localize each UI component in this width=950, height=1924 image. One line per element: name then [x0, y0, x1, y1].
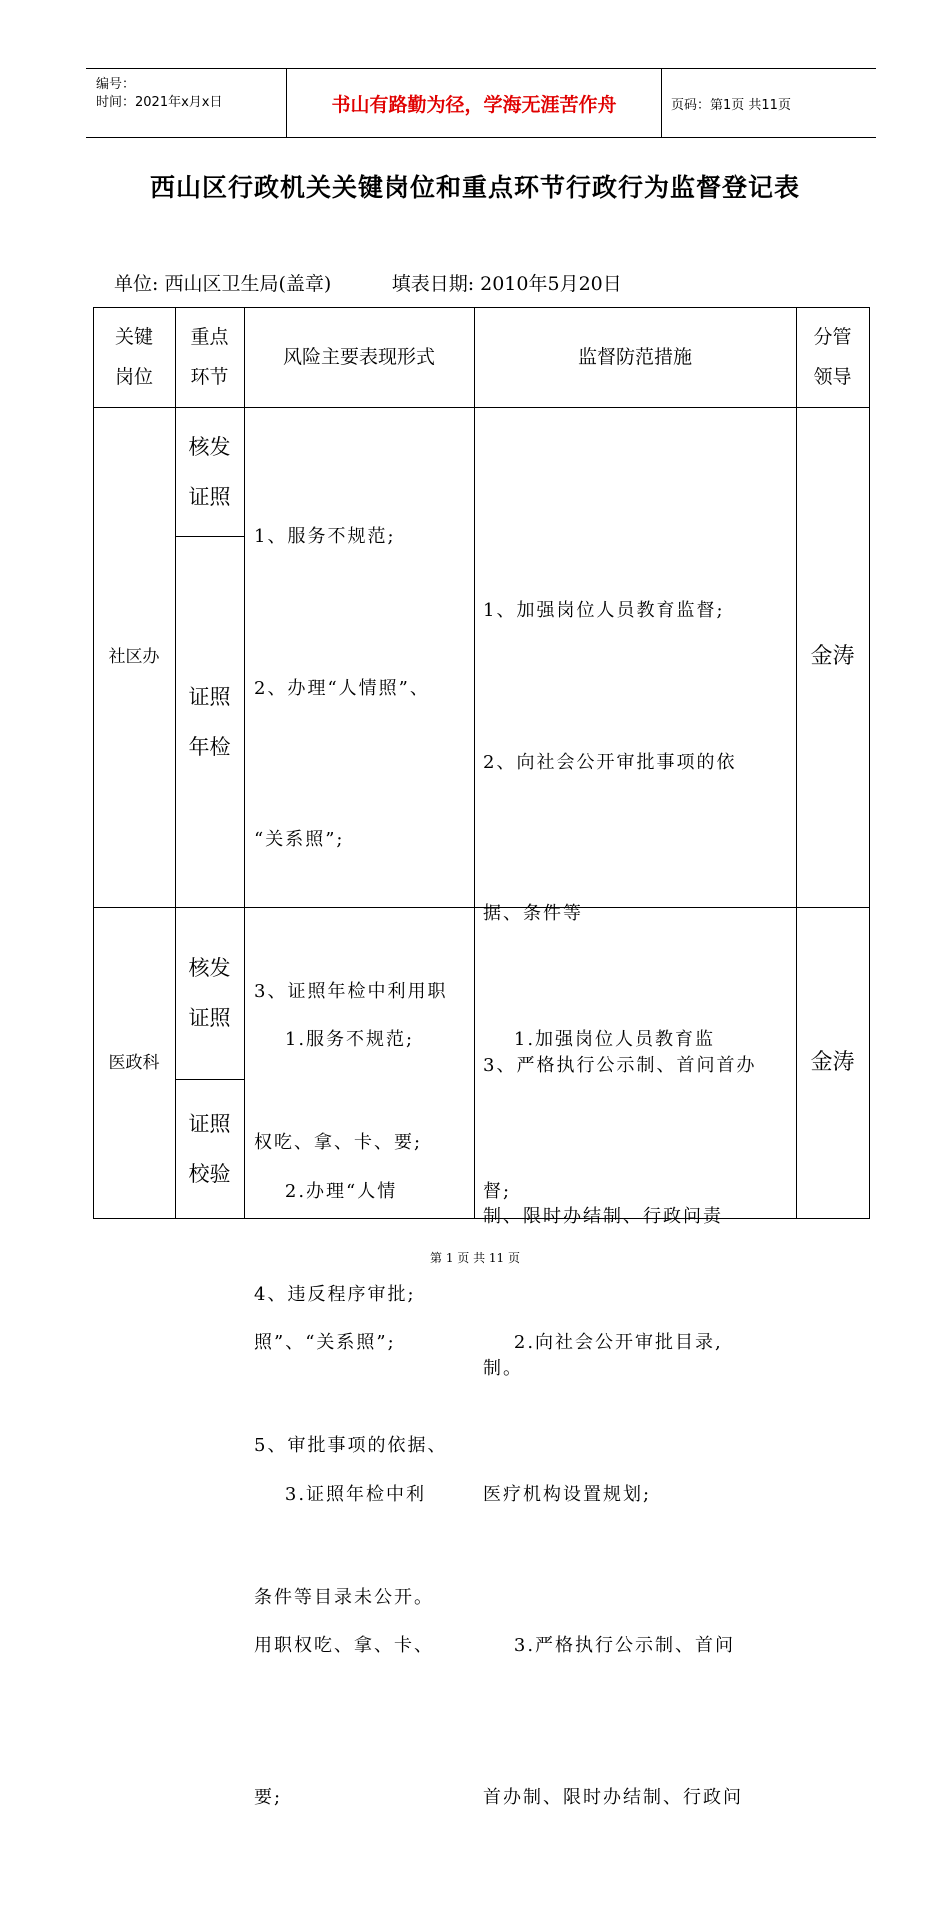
row1-link-1-line2: 证照	[188, 484, 231, 509]
row1-link-1-line1: 核发	[188, 434, 231, 459]
slogan: 书山有路勤为径，学海无涯苦作舟	[286, 69, 662, 137]
row2-link-1-line1: 核发	[188, 956, 231, 980]
list-item: 1、服务不规范;	[254, 526, 396, 547]
time-label: 时间：2021年x月x日	[96, 95, 223, 110]
header-measures: 监督防范措施	[577, 346, 692, 368]
col-divider-2	[244, 307, 245, 1219]
row1-leader: 金涛	[810, 644, 855, 669]
list-item: 3.证照年检中利	[254, 1483, 427, 1505]
header-link-line2: 环节	[190, 366, 229, 388]
table-border-right	[869, 307, 870, 1219]
list-item: 制。	[483, 1357, 523, 1379]
row2-risks	[254, 914, 434, 1924]
row2-link-2-line2: 校验	[188, 1161, 231, 1186]
page-footer: 第 1 页 共 11 页	[430, 1251, 520, 1265]
list-item: 3、严格执行公示制、首问首办	[483, 1054, 757, 1076]
row2-link-2-line1: 证照	[188, 1111, 231, 1136]
list-item: 5、审批事项的依据、	[254, 1435, 448, 1456]
list-item: 首办制、限时办结制、行政问	[483, 1786, 743, 1808]
row2-position: 医政科	[108, 1052, 160, 1073]
date-label: 填表日期: 2010年5月20日	[391, 273, 622, 295]
row1-link-1	[175, 407, 244, 536]
header-position	[93, 307, 175, 407]
row2-link-2	[175, 1079, 244, 1218]
header-link-line1: 重点	[190, 326, 229, 348]
list-item: 照”、“关系照”;	[254, 1332, 396, 1353]
list-item: “关系照”;	[254, 829, 345, 850]
row2-leader: 金涛	[810, 1049, 855, 1075]
row1-link-2-line1: 证照	[188, 684, 231, 709]
row2-measures	[483, 914, 743, 1924]
list-item: 2.向社会公开审批目录,	[483, 1332, 723, 1353]
list-item: 2.办理“人情	[254, 1180, 398, 1202]
list-item: 1.加强岗位人员教育监	[483, 1029, 716, 1050]
header-leader-line2: 领导	[813, 366, 852, 388]
document-header	[86, 68, 876, 138]
list-item: 据、条件等	[483, 903, 583, 924]
row2-link-1-line2: 证照	[188, 1006, 231, 1030]
list-item: 权吃、拿、卡、要;	[254, 1132, 423, 1153]
list-item: 要;	[254, 1786, 283, 1808]
list-item: 3、证照年检中利用职	[254, 980, 448, 1002]
header-meta	[86, 69, 286, 137]
row1-link-2	[175, 536, 244, 907]
list-item: 1.服务不规范;	[254, 1029, 415, 1050]
header-leader	[796, 307, 869, 407]
list-item: 3.严格执行公示制、首问	[483, 1635, 736, 1656]
header-risk: 风险主要表现形式	[282, 346, 435, 368]
list-item: 医疗机构设置规划;	[483, 1483, 652, 1505]
list-item: 2、向社会公开审批事项的依	[483, 751, 737, 773]
list-item: 督;	[483, 1180, 512, 1202]
page-title: 西山区行政机关关键岗位和重点环节行政行为监督登记表	[149, 173, 800, 202]
list-item: 1、加强岗位人员教育监督;	[483, 600, 725, 621]
list-item: 用职权吃、拿、卡、	[254, 1635, 434, 1656]
header-leader-line1: 分管	[813, 326, 852, 348]
list-item: 条件等目录未公开。	[254, 1586, 434, 1608]
page-label: 页码：第1页 共11页	[671, 97, 791, 113]
list-item: 2、办理“人情照”、	[254, 677, 430, 699]
unit-label: 单位: 西山区卫生局(盖章)	[114, 273, 332, 295]
list-item: 4、违反程序审批;	[254, 1283, 416, 1305]
list-item: 制、限时办结制、行政问责	[483, 1206, 723, 1227]
form-info	[114, 269, 622, 296]
col-divider-3	[474, 307, 475, 1219]
serial-label: 编号：	[96, 77, 136, 92]
row1-position: 社区办	[108, 647, 160, 667]
header-position-line2: 岗位	[114, 366, 153, 388]
header-link	[175, 307, 244, 407]
row2-link-1	[175, 907, 244, 1079]
header-position-line1: 关键	[114, 326, 153, 348]
row1-link-2-line2: 年检	[188, 734, 231, 759]
